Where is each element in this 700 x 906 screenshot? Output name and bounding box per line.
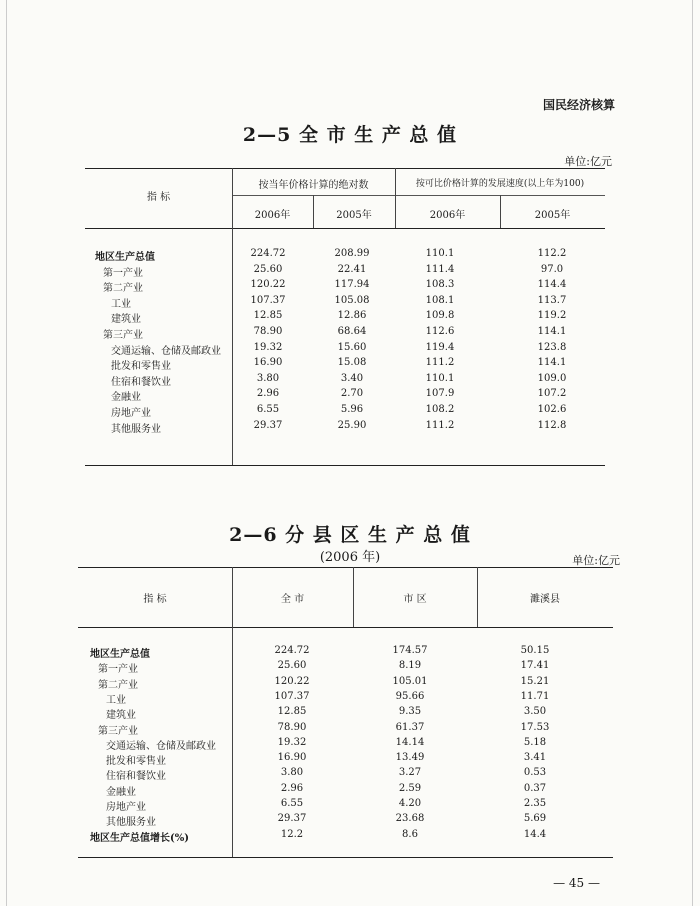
cell-value: 23.68 bbox=[395, 813, 425, 825]
cell-value: 25.60 bbox=[277, 660, 307, 672]
cell-value: 224.72 bbox=[274, 645, 310, 656]
cell-value: 6.55 bbox=[280, 798, 304, 809]
table2-title: 2—6 分 县 区 生 产 总 值 bbox=[229, 524, 471, 546]
cell-value: 110.1 bbox=[425, 248, 455, 259]
cell-value: 120.22 bbox=[274, 675, 310, 687]
row-label: 交通运输、仓储及邮政业 bbox=[111, 345, 221, 357]
table2-bottom-rule bbox=[78, 857, 613, 858]
cell-value: 120.22 bbox=[250, 279, 286, 291]
row-label: 工业 bbox=[111, 298, 131, 310]
cell-value: 12.86 bbox=[337, 310, 367, 322]
cell-value: 3.50 bbox=[523, 706, 547, 718]
cell-value: 25.90 bbox=[337, 419, 367, 431]
table2-col-header: 濉溪县 bbox=[530, 594, 560, 605]
cell-value: 8.19 bbox=[398, 660, 422, 672]
cell-value: 119.4 bbox=[425, 341, 455, 353]
cell-value: 114.4 bbox=[537, 279, 567, 291]
row-label: 其他服务业 bbox=[106, 817, 156, 829]
table1-top-rule bbox=[85, 168, 605, 169]
cell-value: 97.0 bbox=[540, 263, 564, 275]
table1-header-mid-rule bbox=[232, 195, 605, 196]
cell-value: 114.1 bbox=[537, 357, 567, 369]
row-label: 第一产业 bbox=[103, 267, 143, 279]
row-label: 第一产业 bbox=[98, 664, 138, 676]
cell-value: 174.57 bbox=[392, 645, 428, 656]
cell-value: 25.60 bbox=[253, 263, 283, 275]
cell-value: 16.90 bbox=[253, 357, 283, 369]
cell-value: 4.20 bbox=[398, 798, 422, 809]
cell-value: 14.14 bbox=[395, 736, 425, 748]
cell-value: 12.85 bbox=[253, 310, 283, 322]
cell-value: 29.37 bbox=[277, 813, 307, 825]
cell-value: 114.1 bbox=[537, 326, 567, 337]
table1-year-header: 2006年 bbox=[429, 210, 466, 221]
cell-value: 5.18 bbox=[523, 736, 547, 748]
cell-value: 107.2 bbox=[537, 388, 567, 400]
table1-bottom-rule bbox=[85, 465, 605, 466]
table1-title: 2—5 全 市 生 产 总 值 bbox=[242, 124, 458, 146]
cell-value: 17.41 bbox=[520, 660, 550, 672]
table2-indicator-header: 指 标 bbox=[143, 594, 167, 605]
row-label: 建筑业 bbox=[111, 314, 141, 326]
cell-value: 19.32 bbox=[277, 736, 307, 748]
table1-year-header: 2005年 bbox=[336, 210, 372, 221]
cell-value: 0.53 bbox=[523, 767, 547, 779]
cell-value: 5.96 bbox=[340, 404, 364, 415]
cell-value: 78.90 bbox=[253, 326, 283, 337]
cell-value: 112.8 bbox=[537, 419, 567, 431]
cell-value: 11.71 bbox=[520, 690, 550, 702]
table2-unit: 单位:亿元 bbox=[572, 554, 620, 567]
cell-value: 3.40 bbox=[340, 372, 364, 384]
row-label: 建筑业 bbox=[106, 710, 136, 722]
cell-value: 78.90 bbox=[277, 721, 307, 733]
table2-subtitle: (2006 年) bbox=[319, 550, 381, 565]
table1-unit: 单位:亿元 bbox=[564, 155, 612, 168]
cell-value: 107.9 bbox=[425, 388, 455, 400]
cell-value: 107.37 bbox=[250, 294, 286, 306]
cell-value: 95.66 bbox=[395, 690, 425, 702]
cell-value: 3.80 bbox=[256, 372, 280, 384]
table1-year-header: 2005年 bbox=[534, 210, 571, 221]
cell-value: 111.4 bbox=[425, 263, 455, 275]
row-label: 住宿和餐饮业 bbox=[111, 376, 171, 388]
cell-value: 29.37 bbox=[253, 419, 283, 431]
cell-value: 208.99 bbox=[334, 248, 370, 259]
cell-value: 119.2 bbox=[537, 310, 567, 322]
cell-value: 102.6 bbox=[537, 404, 567, 415]
cell-value: 15.21 bbox=[520, 675, 550, 687]
cell-value: 12.2 bbox=[280, 828, 304, 840]
cell-value: 14.4 bbox=[523, 828, 547, 840]
row-label: 第三产业 bbox=[98, 725, 138, 737]
cell-value: 19.32 bbox=[253, 341, 283, 353]
row-label: 地区生产总值 bbox=[95, 252, 155, 263]
cell-value: 109.8 bbox=[425, 310, 455, 322]
cell-value: 5.69 bbox=[523, 813, 547, 825]
row-label: 交通运输、仓储及邮政业 bbox=[106, 740, 216, 752]
row-label: 批发和零售业 bbox=[111, 361, 171, 373]
cell-value: 108.1 bbox=[425, 294, 455, 306]
cell-value: 112.2 bbox=[537, 248, 567, 259]
cell-value: 61.37 bbox=[395, 721, 425, 733]
cell-value: 2.35 bbox=[523, 798, 547, 809]
row-label: 第二产业 bbox=[103, 283, 143, 295]
cell-value: 12.85 bbox=[277, 706, 307, 718]
row-label: 第三产业 bbox=[103, 330, 143, 341]
cell-value: 108.3 bbox=[425, 279, 455, 291]
row-label: 金融业 bbox=[106, 786, 136, 798]
cell-value: 111.2 bbox=[425, 357, 455, 369]
page-number: — 45 — bbox=[553, 876, 600, 890]
cell-value: 123.8 bbox=[537, 341, 567, 353]
cell-value: 2.96 bbox=[256, 388, 280, 400]
table1-group-b-header: 按可比价格计算的发展速度(以上年为100) bbox=[415, 179, 585, 189]
cell-value: 111.2 bbox=[425, 419, 455, 431]
cell-value: 105.08 bbox=[334, 294, 370, 306]
cell-value: 108.2 bbox=[425, 404, 455, 415]
row-label: 其他服务业 bbox=[111, 423, 161, 435]
cell-value: 2.59 bbox=[398, 782, 422, 794]
cell-value: 15.08 bbox=[337, 357, 367, 369]
table1-group-a-header: 按当年价格计算的绝对数 bbox=[258, 180, 369, 191]
row-label: 工业 bbox=[106, 694, 126, 706]
table2-header-bottom-rule bbox=[78, 627, 613, 628]
cell-value: 22.41 bbox=[337, 263, 367, 275]
row-label: 房地产业 bbox=[106, 802, 146, 813]
row-label: 住宿和餐饮业 bbox=[106, 771, 166, 783]
cell-value: 117.94 bbox=[334, 279, 370, 291]
cell-value: 0.37 bbox=[523, 782, 547, 794]
cell-value: 113.7 bbox=[537, 294, 567, 306]
cell-value: 13.49 bbox=[395, 752, 425, 764]
row-label: 第二产业 bbox=[98, 679, 138, 691]
row-label: 地区生产总值增长(%) bbox=[90, 832, 189, 844]
table2-col-header: 市 区 bbox=[403, 594, 427, 605]
row-label: 房地产业 bbox=[111, 408, 151, 419]
cell-value: 112.6 bbox=[425, 326, 455, 337]
cell-value: 110.1 bbox=[425, 372, 455, 384]
cell-value: 105.01 bbox=[392, 675, 428, 687]
cell-value: 3.41 bbox=[523, 752, 547, 764]
table1-header-bottom-rule bbox=[85, 228, 605, 229]
table2-col-header: 全 市 bbox=[280, 594, 305, 605]
table2-top-rule bbox=[78, 567, 613, 568]
table2-divider bbox=[232, 567, 233, 857]
cell-value: 68.64 bbox=[337, 326, 367, 337]
cell-value: 224.72 bbox=[250, 248, 286, 259]
cell-value: 109.0 bbox=[537, 372, 567, 384]
cell-value: 50.15 bbox=[520, 645, 550, 656]
cell-value: 107.37 bbox=[274, 690, 310, 702]
cell-value: 9.35 bbox=[398, 706, 422, 718]
cell-value: 15.60 bbox=[337, 341, 367, 353]
table1-year-header: 2006年 bbox=[254, 210, 291, 221]
cell-value: 2.96 bbox=[280, 782, 304, 794]
running-header: 国民经济核算 bbox=[542, 98, 615, 112]
cell-value: 3.80 bbox=[280, 767, 304, 779]
row-label: 批发和零售业 bbox=[106, 756, 166, 768]
table1-indicator-header: 指 标 bbox=[146, 192, 171, 203]
cell-value: 8.6 bbox=[402, 828, 418, 840]
cell-value: 6.55 bbox=[256, 404, 280, 415]
cell-value: 3.27 bbox=[398, 767, 422, 779]
cell-value: 2.70 bbox=[340, 388, 364, 400]
cell-value: 17.53 bbox=[520, 721, 550, 733]
row-label: 地区生产总值 bbox=[90, 649, 150, 660]
row-label: 金融业 bbox=[111, 392, 141, 404]
cell-value: 16.90 bbox=[277, 752, 307, 764]
